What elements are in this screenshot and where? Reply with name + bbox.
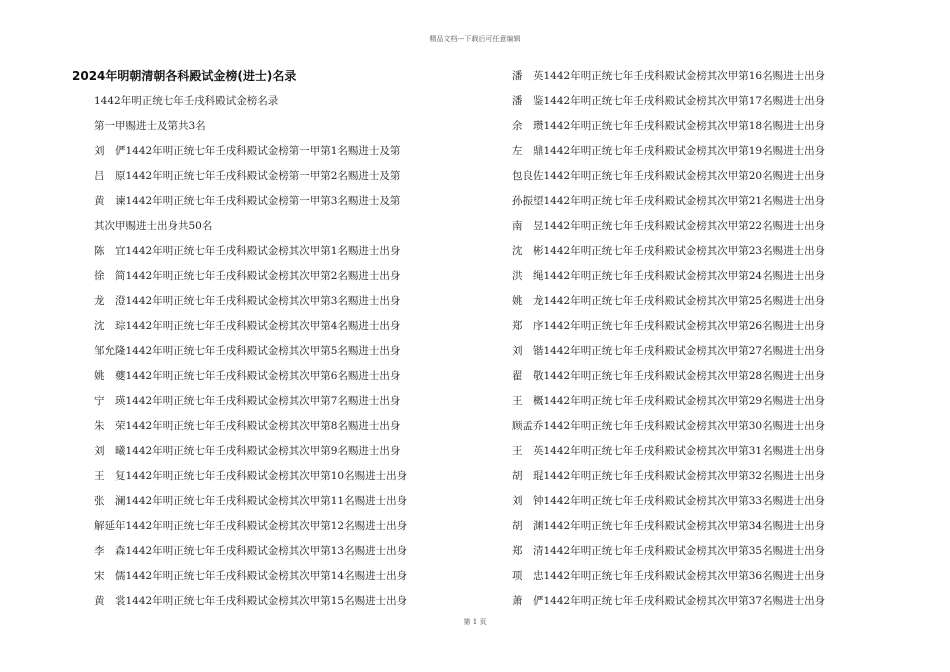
list-item: 张 澜1442年明正统七年壬戌科殿试金榜其次甲第11名赐进士出身: [94, 495, 408, 507]
list-item: 王 复1442年明正统七年壬戌科殿试金榜其次甲第10名赐进士出身: [94, 470, 408, 482]
right-column: [512, 64, 872, 614]
list-item: 左 鼎1442年明正统七年壬戌科殿试金榜其次甲第19名赐进士出身: [512, 145, 826, 157]
list-item: 宁 瑛1442年明正统七年壬戌科殿试金榜其次甲第7名赐进士出身: [94, 395, 401, 407]
list-item: 翟 敬1442年明正统七年壬戌科殿试金榜其次甲第28名赐进士出身: [512, 370, 826, 382]
list-item: 包良佐1442年明正统七年壬戌科殿试金榜其次甲第20名赐进士出身: [512, 170, 826, 182]
list-item: 南 昱1442年明正统七年壬戌科殿试金榜其次甲第22名赐进士出身: [512, 220, 826, 232]
list-item: 萧 俨1442年明正统七年壬戌科殿试金榜其次甲第37名赐进士出身: [512, 595, 826, 607]
list-item: 龙 澄1442年明正统七年壬戌科殿试金榜其次甲第3名赐进士出身: [94, 295, 401, 307]
list-item: 第一甲赐进士及第共3名: [94, 120, 206, 132]
list-item: 王 概1442年明正统七年壬戌科殿试金榜其次甲第29名赐进士出身: [512, 395, 826, 407]
list-item: 潘 英1442年明正统七年壬戌科殿试金榜其次甲第16名赐进士出身: [512, 70, 826, 82]
list-item: 解延年1442年明正统七年壬戌科殿试金榜其次甲第12名赐进士出身: [94, 520, 408, 532]
list-item: 项 忠1442年明正统七年壬戌科殿试金榜其次甲第36名赐进士出身: [512, 570, 826, 582]
list-item: 刘 钟1442年明正统七年壬戌科殿试金榜其次甲第33名赐进士出身: [512, 495, 826, 507]
list-item: 刘 锴1442年明正统七年壬戌科殿试金榜其次甲第27名赐进士出身: [512, 345, 826, 357]
list-item: 陈 宜1442年明正统七年壬戌科殿试金榜其次甲第1名赐进士出身: [94, 245, 401, 257]
list-item: 姚 龙1442年明正统七年壬戌科殿试金榜其次甲第25名赐进士出身: [512, 295, 826, 307]
list-item: 其次甲赐进士出身共50名: [94, 220, 213, 232]
page-number: 第 1 页: [463, 618, 487, 626]
list-item: 王 英1442年明正统七年壬戌科殿试金榜其次甲第31名赐进士出身: [512, 445, 826, 457]
list-item: 余 瓒1442年明正统七年壬戌科殿试金榜其次甲第18名赐进士出身: [512, 120, 826, 132]
list-item: 刘 俨1442年明正统七年壬戌科殿试金榜第一甲第1名赐进士及第: [94, 145, 401, 157]
list-item: 潘 鉴1442年明正统七年壬戌科殿试金榜其次甲第17名赐进士出身: [512, 95, 826, 107]
page-header: 精品文档---下载后可任意编辑: [429, 35, 521, 43]
list-item: 邹允隆1442年明正统七年壬戌科殿试金榜其次甲第5名赐进士出身: [94, 345, 401, 357]
list-item: 李 森1442年明正统七年壬戌科殿试金榜其次甲第13名赐进士出身: [94, 545, 408, 557]
left-column: [72, 64, 442, 614]
list-item: 胡 琨1442年明正统七年壬戌科殿试金榜其次甲第32名赐进士出身: [512, 470, 826, 482]
list-item: 朱 荣1442年明正统七年壬戌科殿试金榜其次甲第8名赐进士出身: [94, 420, 401, 432]
list-item: 吕 原1442年明正统七年壬戌科殿试金榜第一甲第2名赐进士及第: [94, 170, 401, 182]
list-item: 黄 裳1442年明正统七年壬戌科殿试金榜其次甲第15名赐进士出身: [94, 595, 408, 607]
list-item: 孙振望1442年明正统七年壬戌科殿试金榜其次甲第21名赐进士出身: [512, 195, 826, 207]
list-item: 洪 绳1442年明正统七年壬戌科殿试金榜其次甲第24名赐进士出身: [512, 270, 826, 282]
list-item: 黄 谏1442年明正统七年壬戌科殿试金榜第一甲第3名赐进士及第: [94, 195, 401, 207]
list-item: 姚 夔1442年明正统七年壬戌科殿试金榜其次甲第6名赐进士出身: [94, 370, 401, 382]
list-item: 1442年明正统七年壬戌科殿试金榜名录: [94, 95, 279, 107]
list-item: 宋 儒1442年明正统七年壬戌科殿试金榜其次甲第14名赐进士出身: [94, 570, 408, 582]
list-item: 沈 琮1442年明正统七年壬戌科殿试金榜其次甲第4名赐进士出身: [94, 320, 401, 332]
document-title: 2024年明朝清朝各科殿试金榜(进士)名录: [72, 69, 297, 83]
list-item: 郑 序1442年明正统七年壬戌科殿试金榜其次甲第26名赐进士出身: [512, 320, 826, 332]
list-item: 顾孟乔1442年明正统七年壬戌科殿试金榜其次甲第30名赐进士出身: [512, 420, 826, 432]
list-item: 沈 彬1442年明正统七年壬戌科殿试金榜其次甲第23名赐进士出身: [512, 245, 826, 257]
list-item: 郑 清1442年明正统七年壬戌科殿试金榜其次甲第35名赐进士出身: [512, 545, 826, 557]
list-item: 徐 简1442年明正统七年壬戌科殿试金榜其次甲第2名赐进士出身: [94, 270, 401, 282]
list-item: 刘 曦1442年明正统七年壬戌科殿试金榜其次甲第9名赐进士出身: [94, 445, 401, 457]
list-item: 胡 渊1442年明正统七年壬戌科殿试金榜其次甲第34名赐进士出身: [512, 520, 826, 532]
